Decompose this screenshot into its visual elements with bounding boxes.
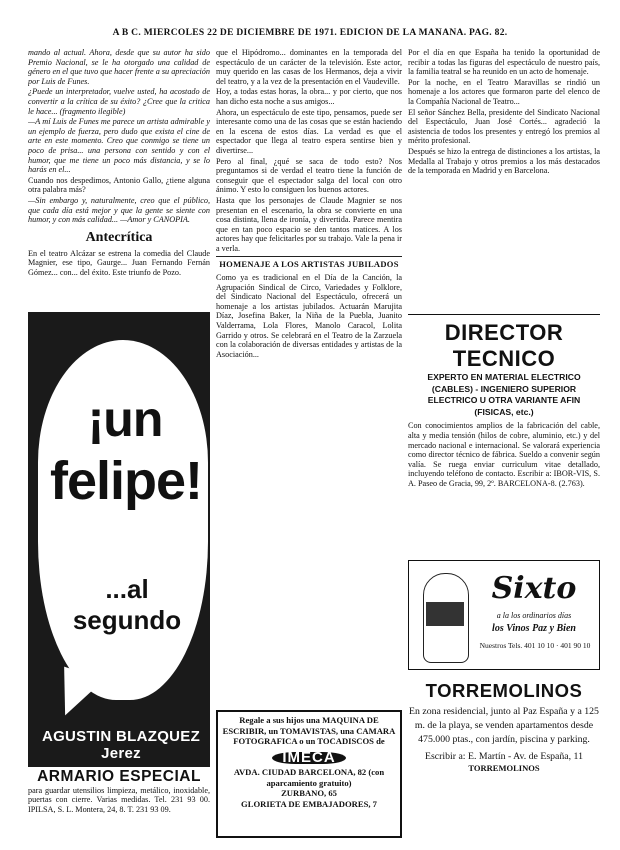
torremolinos-body: En zona residencial, junto al Paz España y a 125 m. de la playa, se venden apartamentos desde 475.000 ptas., con jardín, piscina y parking. xyxy=(409,706,599,745)
felipe-ad xyxy=(28,312,210,767)
homenaje-text: Como ya es tradicional en el Día de la Canción, la Agrupación Sindical de Circo, Variedades y Folklore, del Sindicato Nacional del Espectáculo, ofrecerá un homenaje a los artistas jubilados. Actuarán Marujita Díaz, Josefina Baker, la Niña de la Puebla, Juanito Valderrama, Lola Flores, Manolo Caracol, Lolita Garrido y otros. Se celebrará en el Teatro de la Zarzuela con la colaboración de diversas entidades y artistas de la Asociación... xyxy=(216,273,402,359)
antecritica-heading: Antecrítica xyxy=(85,229,153,245)
imeca-ad xyxy=(216,710,402,838)
interview-answer-2: —Sin embargo y, naturalmente, creo que el público, que cada día está mejor y que la gente se siente con humor, y con más calidad... —Amor y CANOPIA. xyxy=(28,195,210,225)
review-paragraph-3: Ahora, un espectáculo de este tipo, pensamos, puede ser interesante como una de las cosas que se están haciendo en la escena de estos días. La verdad es que el espectador que llega al teatro espera sentirse bien y divertirse... xyxy=(216,107,402,155)
section-divider xyxy=(216,256,402,257)
interview-question-1: ¿Puede un interpretador, vuelve usted, ha acostado de convertir a la crítica de su éxito? ¿Cree que la critica le hace... (fragmento ilegible) xyxy=(28,87,210,116)
news-paragraph-3: El señor Sánchez Bella, presidente del Sindicato Nacional del Espectáculo, Juan José Cortés... agradeció la asistencia de todos los presentes y entregó los premios al mérito profesional. xyxy=(408,107,600,146)
imeca-address-1: AVDA. CIUDAD BARCELONA, 82 (con aparcamiento gratuito) xyxy=(233,767,385,788)
armario-title: ARMARIO ESPECIAL xyxy=(37,768,201,785)
antecritica-text: En el teatro Alcázar se estrena la comedia del Claude Magnier, ese tipo, Gaurge... Juan Fernando Fernán Gómez... con... del éxito. Este triunfo de Pozo. xyxy=(28,248,210,277)
review-paragraph-5: Hasta que los personajes de Claude Magnier se nos presentan en el escenario, la obra se convierte en una cosa distinta, llena de ironía, y divertida. Parece mentira que en tan poco espacio se den tantos matices. A los actores hay que felicitarles por su trabajo. Vale la pena ir a verla. xyxy=(216,195,402,253)
news-paragraph-4: Después se hizo la entrega de distinciones a los artistas, la Medalla al Trabajo y otros premios a los más destacados de la temporada en Madrid y en Barcelona. xyxy=(408,146,600,176)
felipe-ad-brand: AGUSTIN BLAZQUEZ Jerez xyxy=(41,728,201,762)
director-tecnico-ad xyxy=(408,320,600,489)
review-paragraph-4: Pero al final, ¿qué se saca de todo esto? Nos preguntamos si de verdad el teatro tiene la función de conseguir que el espectador salga del local con otro ánimo. Y esto lo consiguen los buenos actores. xyxy=(216,156,402,195)
interview-intro: mando al actual. Ahora, desde que su autor ha sido Premio Nacional, se le ha otorgado una calidad de género en el que tuvo que hacer frente a su apreciación por Luis de Funes. xyxy=(28,48,210,86)
director-requirements: EXPERTO EN MATERIAL ELECTRICO (CABLES) - INGENIERO SUPERIOR ELECTRICO U OTRA VARIANTE AFIN (FISICAS, etc.) xyxy=(427,372,581,417)
director-body: Con conocimientos amplios de la fabricación del cable, alta y media tensión (hilos de cobre, aluminio, etc.) y del mercado nacional e internacional. Se valorará experiencia como director técnico de fábrica. Sueldo a convenir según valía. Se ruega enviar curriculum vitae detallado, incluyendo teléfono de contacto. Escribir a: IBOR-VIS, S. A. Paseo de Gracia, 99, 2º. BARCELONA-8. (2.763). xyxy=(408,421,600,488)
divider-line xyxy=(408,314,600,315)
director-title: DIRECTOR TECNICO xyxy=(444,320,564,371)
sixto-phones: Nuestros Tels. 401 10 10 · 401 90 10 xyxy=(479,641,591,650)
imeca-logo: IMECA xyxy=(272,752,345,765)
interview-answer-1: —A mí Luis de Funes me parece un artista admirable y un ejemplo de fuerza, pero dudo que exista el cine de arte en este momento. Creo que conmigo se tiene un poco de prisa... una persona con sentido y con el humor, que me tiene un poco más distancia, y se lo harás en el... xyxy=(28,117,210,175)
page-header: A B C. MIERCOLES 22 DE DICIEMBRE DE 1971. EDICION DE LA MAÑANA. PAG. 82. xyxy=(112,28,508,38)
torremolinos-contact: Escribir a: E. Martín - Av. de España, 11 xyxy=(425,751,583,762)
torremolinos-title: TORREMOLINOS xyxy=(425,680,583,701)
armario-ad xyxy=(28,768,210,814)
news-paragraph-1: Por el día en que España ha tenido la oportunidad de recibir a todas las figuras del espectáculo de nuestro país, la familia teatral se ha reunido en un acto de homenaje. xyxy=(408,48,600,77)
torremolinos-city: TORREMOLINOS xyxy=(468,763,540,773)
news-paragraph-2: Por la noche, en el Teatro Maravillas se rindió un homenaje a los actores que formaron parte del elenco de la Compañía Nacional de Teatro... xyxy=(408,77,600,106)
review-paragraph-1: que el Hipódromo... dominantes en la temporada del espectáculo de un carácter de la televisión. Este actor, muy querido en las casas de los Hermanos, deja a vivir del teatro, y a la vez de la presentación en el Vaudeville. xyxy=(216,48,402,86)
sixto-tagline-1: a la los ordinarios días xyxy=(496,611,572,620)
bottle-icon xyxy=(423,573,469,663)
sixto-tagline-2: los Vinos Paz y Bien xyxy=(492,623,576,634)
imeca-address-3: GLORIETA DE EMBAJADORES, 7 xyxy=(241,798,377,809)
column-1 xyxy=(28,48,210,278)
felipe-ad-line-1: ¡un xyxy=(87,391,163,447)
felipe-ad-line-2: felipe! xyxy=(49,451,203,511)
column-2 xyxy=(216,48,402,703)
homenaje-heading: HOMENAJE A LOS ARTISTAS JUBILADOS xyxy=(219,259,399,270)
sixto-logo: Sixto xyxy=(491,571,577,606)
review-paragraph-2: Hoy, a todas estas horas, la obra... y por cierto, que nos han dicho esta noche a sus amigos... xyxy=(216,87,402,106)
imeca-address-2: ZURBANO, 65 xyxy=(281,788,337,798)
sixto-ad xyxy=(408,560,600,670)
interview-question-2: Cuando nos despedimos, Antonio Gallo, ¿tiene alguna otra palabra más? xyxy=(28,175,210,195)
torremolinos-ad xyxy=(408,680,600,773)
armario-body: para guardar utensilios limpieza, metálico, inoxidable, puertas con cierre. Varias medidas. Tel. 231 93 00. IPILSA, S. L. Montera, 24, 8. T. 231 93 09. xyxy=(28,786,210,814)
imeca-ad-offer: Regale a sus hijos una MAQUINA DE ESCRIBIR, un TOMAVISTAS, una CAMARA FOTOGRAFICA o un TOCADISCOS de xyxy=(222,715,396,746)
column-3 xyxy=(408,48,600,310)
felipe-ad-line-3: ...al segundo xyxy=(72,574,182,635)
